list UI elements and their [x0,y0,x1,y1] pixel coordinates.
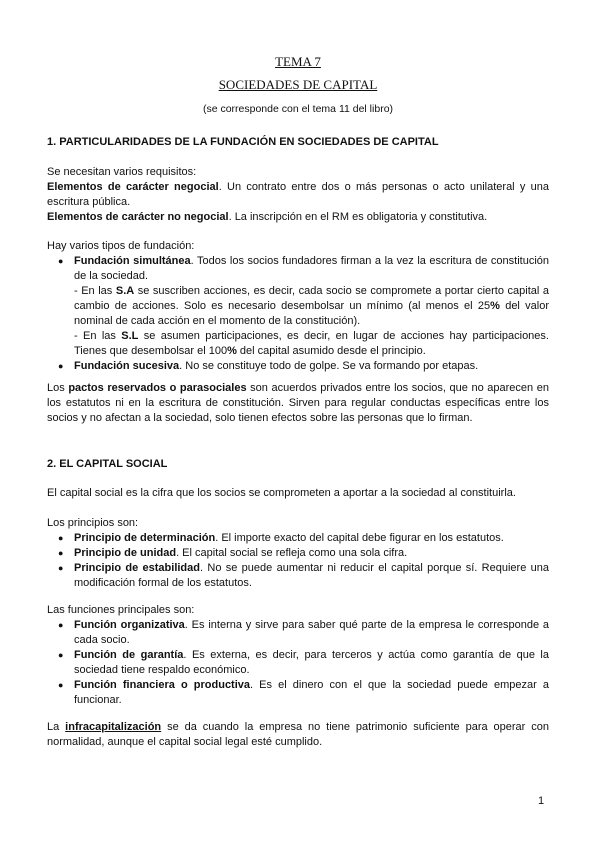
bullet-icon: ● [58,548,64,558]
list-item: ● Fundación sucesiva. No se constituye todo de golpe. Se va formando por etapas. [58,360,479,372]
bullet-icon: ● [58,361,64,371]
req-negocial: Elementos de carácter negocial. Un contrato entre dos o más personas o acto unilateral y una escritura pública. [47,181,549,208]
list-item: ● Función organizativa. Es interna y sirve para saber qué parte de la empresa le corresponde a cada socio. [58,619,550,646]
bullet-icon: ● [58,680,64,690]
tema-title: TEMA 7 [275,54,321,69]
funciones-intro: Las funciones principales son: [47,604,195,616]
list-item: ● Principio de determinación. El importe exacto del capital debe figurar en los estatutos. [58,532,504,544]
bullet-icon: ● [58,256,64,266]
capital-definition: El capital social es la cifra que los socios se comprometen a aportar a la sociedad al constituirla. [47,487,516,499]
list-item: ● Principio de unidad. El capital social se refleja como una sola cifra. [58,547,408,559]
list-item: ● Principio de estabilidad. No se puede aumentar ni reducir el capital porque sí. Requiere una modificación formal de los estatutos. [58,562,549,589]
requisitos-intro: Se necesitan varios requisitos: [47,166,197,178]
document-title: SOCIEDADES DE CAPITAL [218,77,378,92]
principios-intro: Los principios son: [47,517,139,529]
types-intro: Hay varios tipos de fundación: [47,240,195,252]
bullet-icon: ● [58,563,64,573]
principios-block [47,516,549,591]
pactos-paragraph: Los pactos reservados o parasociales son acuerdos privados entre los socios, que no aparecen en los estatutos ni en la escritura de constitución. Sirven para regular conductas específicas entre los socios y no afectan a la sociedad, solo tienen efectos sobre las personas que lo firman. [47,382,549,424]
bullet-icon: ● [58,620,64,630]
infracapitalizacion-paragraph: La infracapitalización se da cuando la empresa no tiene patrimonio suficiente para operar con normalidad, aunque el capital social legal esté cumplido. [47,721,549,748]
req-no-negocial: Elementos de carácter no negocial. La inscripción en el RM es obligatoria y constitutiva. [47,211,488,223]
page-number: 1 [538,795,545,807]
sl-paragraph: - En las S.L se asumen participaciones, es decir, en lugar de acciones hay participaciones. Tienes que desembolsar el 100% del capital asumido desde el principio. [74,330,549,357]
funciones-block [47,603,549,708]
list-item: ● Fundación simultánea. Todos los socios fundadores firman a la vez la escritura de constitución de la sociedad. - En las S.A se suscriben acciones, es decir, cada socio se compromete a portar cierto capital a cambio de acciones. Solo es necesario desembolsar un mínimo (al menos el 25% del valor nominal de cada acción en el momento de la constitución). - En las S.L se asumen participaciones, es decir, en lugar de acciones hay participaciones. Tienes que desembolsar el 100% del capital asumido desde el principio. [58,255,550,357]
fundacion-types-block [47,239,549,374]
sa-paragraph: - En las S.A se suscriben acciones, es decir, cada socio se compromete a portar cierto capital a cambio de acciones. Solo es necesario desembolsar un mínimo (al menos el 25% del valor nominal de cada acción en el momento de la constitución). [74,285,550,327]
list-item: ● Función de garantía. Es externa, es decir, para terceros y actúa como garantía de que la sociedad tiene respaldo económico. [58,649,549,676]
funciones-list [47,618,549,708]
section1-heading: 1. PARTICULARIDADES DE LA FUNDACIÓN EN SOCIEDADES DE CAPITAL [47,136,439,148]
bullet-icon: ● [58,650,64,660]
principios-list [47,531,549,591]
subtitle: (se corresponde con el tema 11 del libro) [202,103,394,115]
section2-heading: 2. EL CAPITAL SOCIAL [47,458,168,470]
list-item: ● Función financiera o productiva. Es el dinero con el que la sociedad puede empezar a funcionar. [58,679,549,706]
requisitos-block [47,165,549,225]
fundacion-list [47,254,549,374]
bullet-icon: ● [58,533,64,543]
